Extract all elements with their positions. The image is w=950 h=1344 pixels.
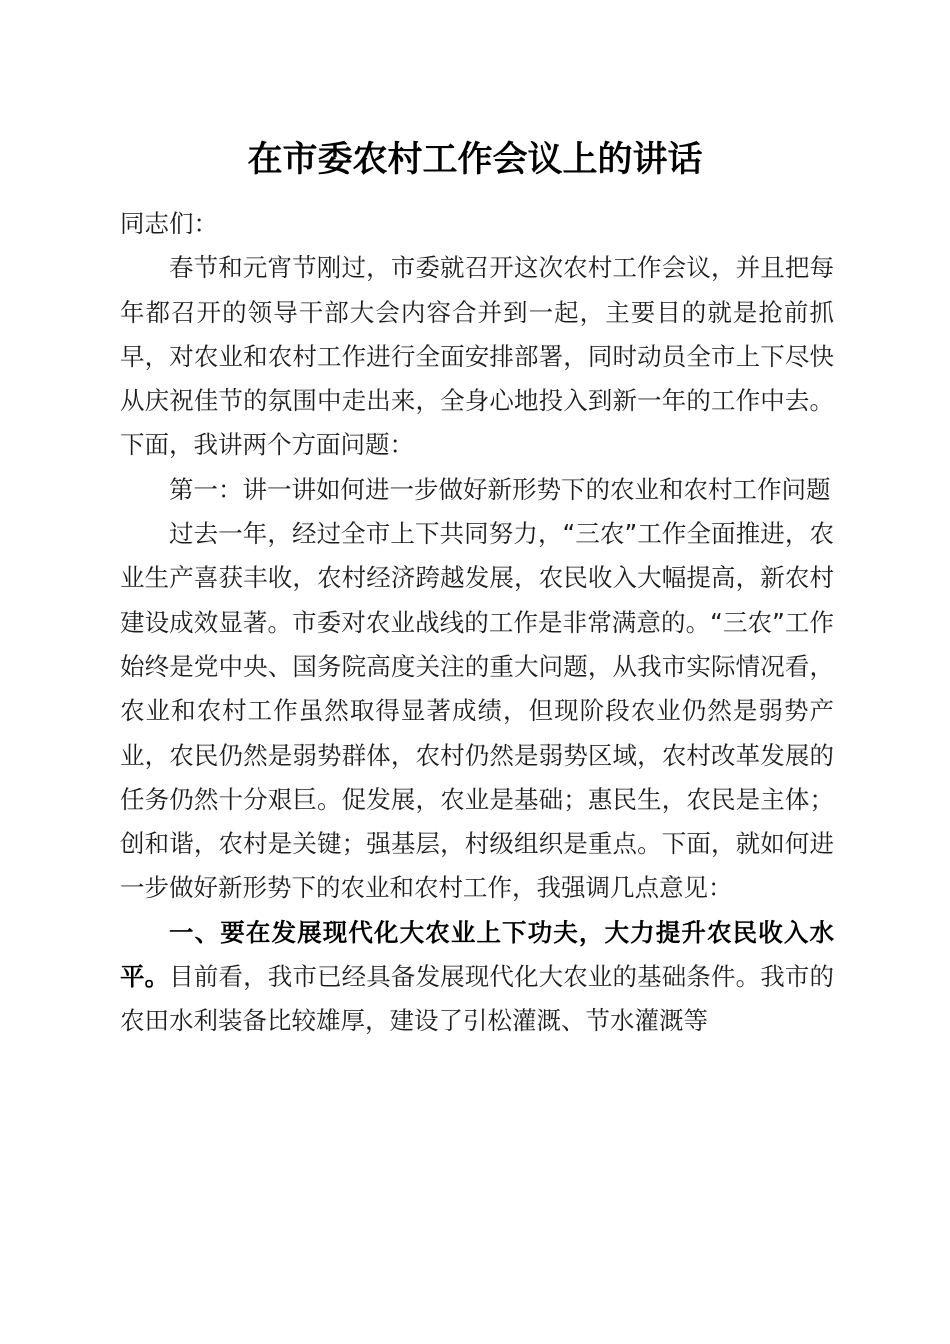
point-one-heading: 一、要在发展现代化大农业上下功夫，大力提升农民收入水平。 xyxy=(120,917,834,992)
document-title: 在市委农村工作会议上的讲话 xyxy=(247,139,703,180)
paragraph-point-one xyxy=(120,911,834,1044)
section-heading-first: 第一：讲一讲如何进一步做好新形势下的农业和农村工作问题 xyxy=(169,474,831,504)
salutation: 同志们： xyxy=(120,209,218,238)
point-one-text: 目前看，我市已经具备发展现代化大农业的基础条件。我市的农田水利装备比较雄厚，建设了引松灌溉、节水灌溉等 xyxy=(120,962,834,1036)
document-body xyxy=(120,202,834,1044)
paragraph-review: 过去一年，经过全市上下共同努力，“三农”工作全面推进，农业生产喜获丰收，农村经济跨越发展，农民收入大幅提高，新农村建设成效显著。市委对农业战线的工作是非常满意的。“三农”工作始终是党中央、国务院高度关注的重大问题，从我市实际情况看，农业和农村工作虽然取得显著成绩，但现阶段农业仍然是弱势产业，农民仍然是弱势群体，农村仍然是弱势区域，农村改革发展的任务仍然十分艰巨。促发展，农业是基础；惠民生，农民是主体；创和谐，农村是关键；强基层，村级组织是重点。下面，就如何进一步做好新形势下的农业和农村工作，我强调几点意见： xyxy=(120,519,834,903)
paragraph-intro: 春节和元宵节刚过，市委就召开这次农村工作会议，并且把每年都召开的领导干部大会内容合并到一起，主要目的就是抢前抓早，对农业和农村工作进行全面安排部署，同时动员全市上下尽快从庆祝佳节的氛围中走出来，全身心地投入到新一年的工作中去。下面，我讲两个方面问题： xyxy=(120,253,834,460)
